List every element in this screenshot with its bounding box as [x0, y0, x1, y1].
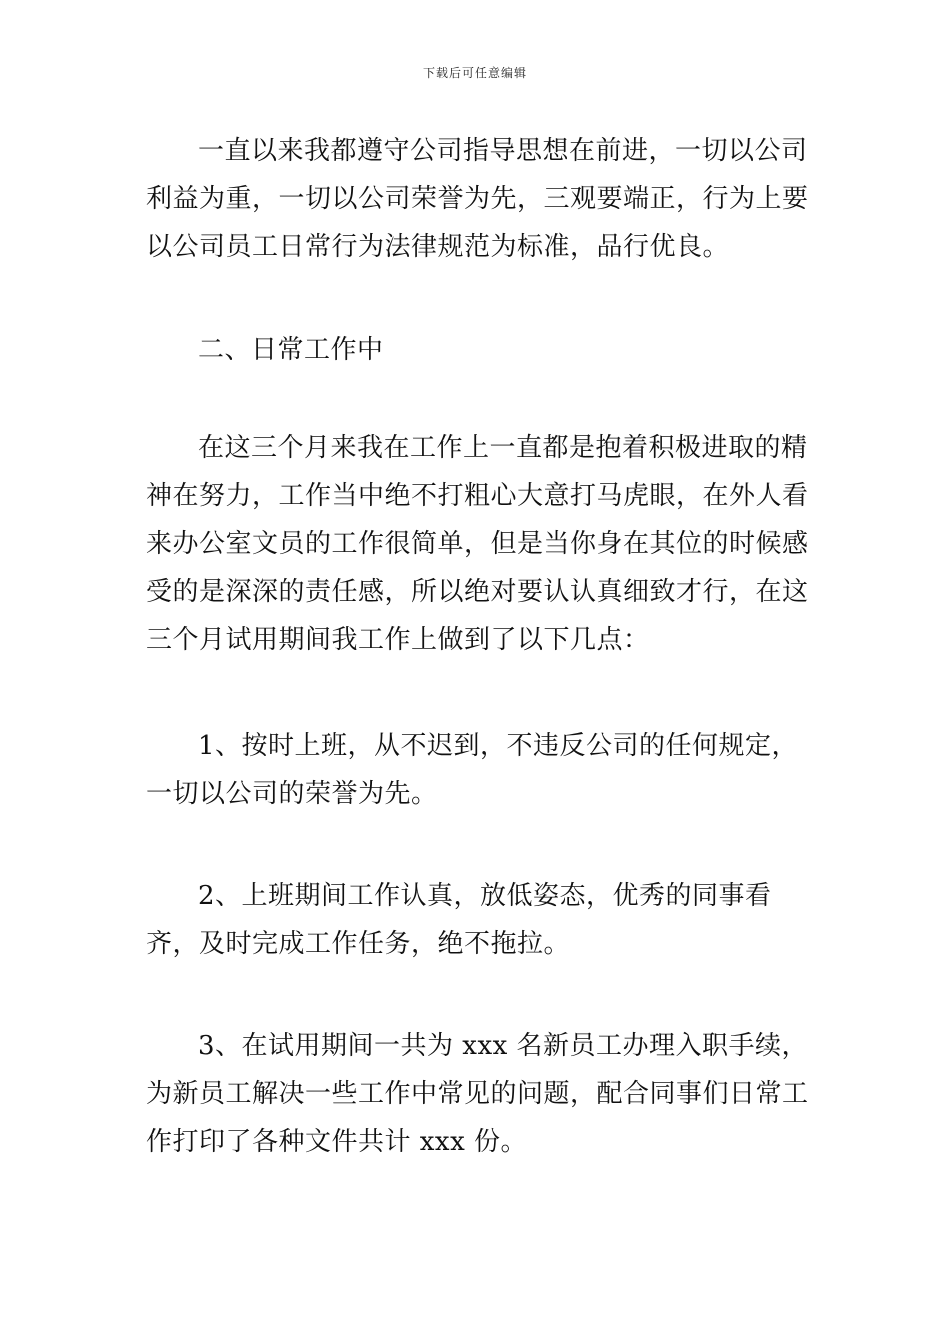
list-item-3: 3、在试用期间一共为 xxx 名新员工办理入职手续，为新员工解决一些工作中常见的问题，配合同事们日常工作打印了各种文件共计 xxx 份。: [146, 1031, 809, 1157]
list-item-2: 2、上班期间工作认真，放低姿态，优秀的同事看齐，及时完成工作任务，绝不拖拉。: [146, 881, 772, 959]
paragraph-three-months-work: 在这三个月来我在工作上一直都是抱着积极进取的精神在努力，工作当中绝不打粗心大意打马虎眼，在外人看来办公室文员的工作很简单，但是当你身在其位的时候感受的是深深的责任感，所以绝对要认认真细致才行，在这三个月试用期间我工作上做到了以下几点：: [146, 433, 809, 655]
paragraph-company-principles: 一直以来我都遵守公司指导思想在前进，一切以公司利益为重，一切以公司荣誉为先，三观要端正，行为上要以公司员工日常行为法律规范为标准，品行优良。: [146, 136, 809, 262]
list-item-1: 1、按时上班，从不迟到，不违反公司的任何规定，一切以公司的荣誉为先。: [146, 731, 799, 809]
section-heading-daily-work: 二、日常工作中: [198, 335, 384, 365]
header-note: 下载后可任意编辑: [422, 66, 527, 80]
